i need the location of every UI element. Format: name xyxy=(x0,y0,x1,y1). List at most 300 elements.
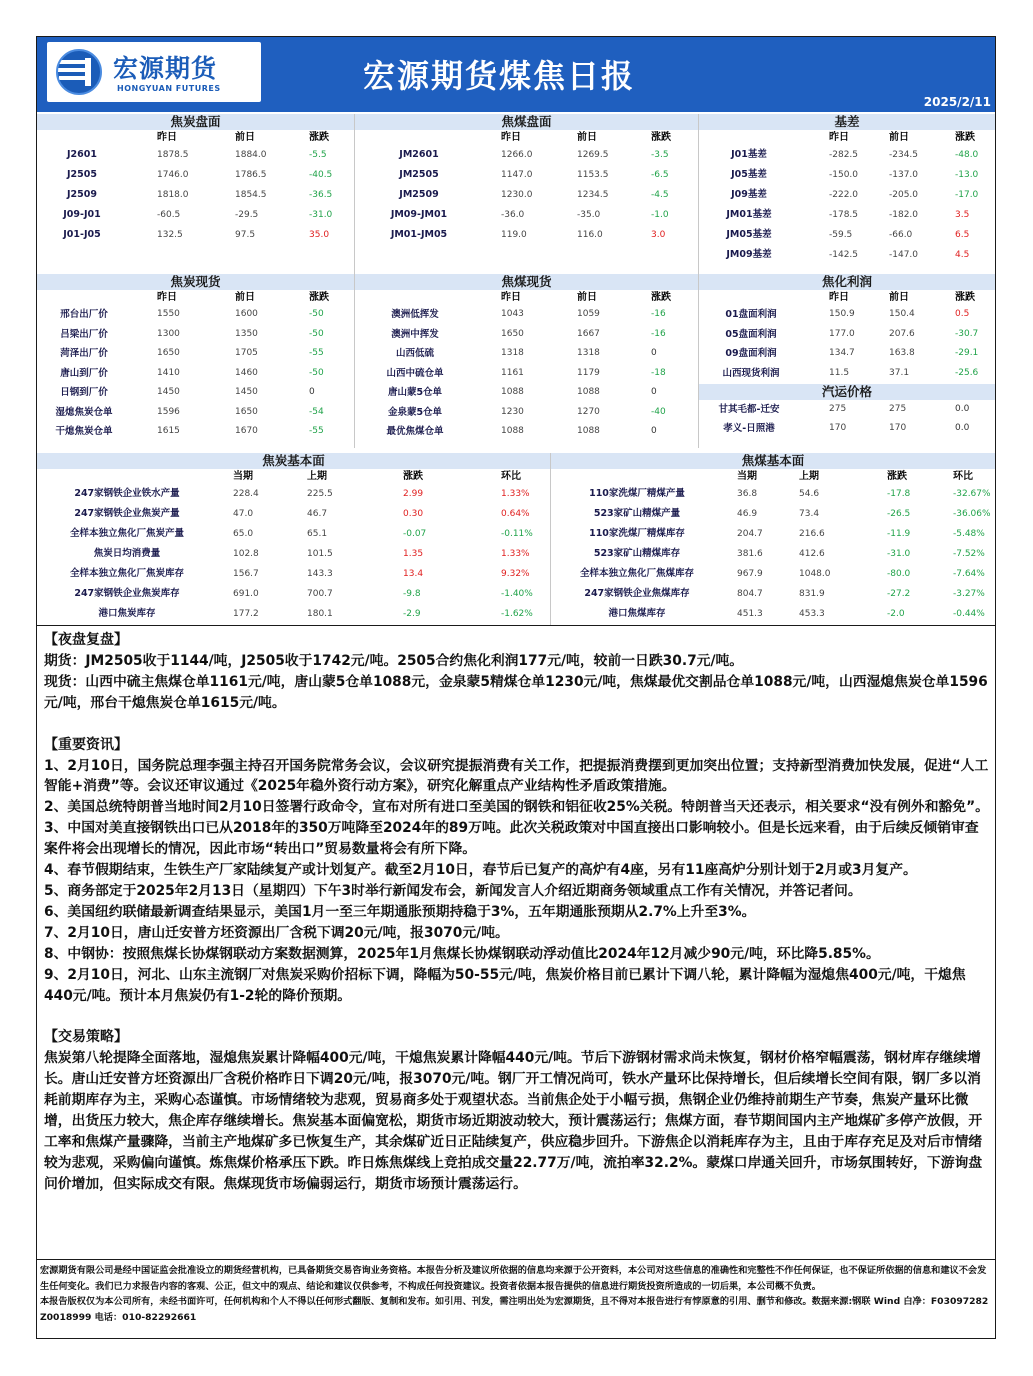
column-header: 环比 xyxy=(501,471,521,482)
column-header-row xyxy=(37,469,550,484)
cell-value: 1667 xyxy=(577,328,600,339)
table-row xyxy=(37,544,550,564)
column-divider xyxy=(550,453,551,625)
row-label: 全样本独立焦化厂焦炭产量 xyxy=(69,528,184,539)
table-row xyxy=(37,364,354,384)
header-banner xyxy=(37,37,995,112)
row-label: 日钢到厂价 xyxy=(60,387,108,398)
column-header: 涨跌 xyxy=(955,132,975,143)
row-label: 港口焦炭库存 xyxy=(98,608,156,619)
cell-value: 1059 xyxy=(577,309,600,319)
cell-value: 228.4 xyxy=(233,489,259,499)
column-header: 昨日 xyxy=(829,292,849,303)
cell-value: 143.3 xyxy=(307,569,333,579)
cell-value: 207.6 xyxy=(889,328,915,339)
cell-value: -40.5 xyxy=(309,170,333,180)
table-row xyxy=(37,145,354,165)
column-header: 涨跌 xyxy=(651,132,671,143)
night-review-futures: 期货：JM2505收于1144/吨，J2505收于1742元/吨。2505合约焦化利润177元/吨，较前一日跌30.7元/吨。 xyxy=(44,652,744,669)
panel-title: 焦化利润 xyxy=(699,274,995,290)
row-label: 247家钢铁企业焦炭产量 xyxy=(74,508,180,519)
news-item: 8、中钢协：按照焦煤长协煤钢联动方案数据测算，2025年1月焦煤长协煤钢联动浮动值比2024年12月减少90元/吨，环比降5.85%。 xyxy=(44,945,880,962)
column-header: 昨日 xyxy=(501,132,521,143)
cell-value: 1269.5 xyxy=(577,150,609,160)
column-header: 昨日 xyxy=(157,292,177,303)
cell-value: -0.44% xyxy=(953,609,985,619)
cell-value: 1705 xyxy=(235,348,258,358)
cell-value: -205.0 xyxy=(889,190,919,200)
row-label: 247家钢铁企业焦煤库存 xyxy=(584,588,690,599)
column-header: 昨日 xyxy=(157,132,177,143)
cell-value: 1450 xyxy=(157,387,180,397)
column-header: 涨跌 xyxy=(887,471,907,482)
cell-value: 0 xyxy=(651,426,657,436)
cell-value: 1884.0 xyxy=(235,150,267,160)
row-label: 523家矿山精煤产量 xyxy=(593,508,681,519)
column-header: 前日 xyxy=(889,292,909,303)
cell-value: 180.1 xyxy=(307,609,333,619)
cell-value: 35.0 xyxy=(309,230,330,240)
cell-value: 132.5 xyxy=(157,230,183,240)
cell-value: -17.8 xyxy=(887,489,911,499)
news-item: 1、2月10日，国务院总理李强主持召开国务院常务会议，会议研究提振消费有关工作，把提振消费摆到更加突出位置；支持新型消费加快发展，促进“人工智能+消费”等。会议还审议通过《2025年稳外资行动方案》，研究化解重点产业结构性矛盾政策措施。 xyxy=(44,757,989,795)
table-bottom-border xyxy=(37,625,995,626)
cell-value: 101.5 xyxy=(307,549,333,559)
column-header: 涨跌 xyxy=(309,132,329,143)
table-row xyxy=(551,504,995,524)
column-header: 昨日 xyxy=(501,292,521,303)
table-row xyxy=(699,145,995,165)
cell-value: -29.1 xyxy=(955,348,979,358)
table-row xyxy=(699,344,995,364)
cell-value: 0.0 xyxy=(955,423,970,433)
night-review-spot: 现货：山西中硫主焦煤仓单1161元/吨，唐山蒙5仓单1088元，金泉蒙5精煤仓单1230元/吨，焦煤最优交割品仓单1088元/吨，山西湿熄焦炭仓单1596元/吨，邢台干熄焦炭仓单1615元/吨。 xyxy=(44,673,988,711)
report-date: 2025/2/11 xyxy=(923,95,991,109)
table-row xyxy=(355,383,698,403)
table-row xyxy=(355,205,698,225)
cell-value: 1230.0 xyxy=(501,190,533,200)
cell-value: 47.0 xyxy=(233,509,254,519)
column-header-row xyxy=(699,130,995,145)
cell-value: 0.30 xyxy=(403,509,424,519)
cell-value: 3.0 xyxy=(651,230,666,240)
cell-value: -50 xyxy=(309,367,324,378)
column-header: 环比 xyxy=(953,471,973,482)
row-label: 甘其毛都-迁安 xyxy=(718,404,780,415)
cell-value: -3.5 xyxy=(651,150,669,160)
cell-value: 119.0 xyxy=(501,230,527,240)
cell-value: -1.40% xyxy=(501,589,533,599)
panel-title: 焦炭盘面 xyxy=(37,114,354,130)
commentary xyxy=(44,630,992,1195)
cell-value: 1650 xyxy=(235,406,258,417)
table-row xyxy=(355,325,698,345)
coking-coal-fundamentals-panel xyxy=(551,453,995,625)
cell-value: 0 xyxy=(309,387,315,397)
column-header: 涨跌 xyxy=(651,292,671,303)
table-row xyxy=(37,344,354,364)
cell-value: 1746.0 xyxy=(157,170,189,180)
cell-value: 691.0 xyxy=(233,589,259,599)
cell-value: 3.5 xyxy=(955,210,970,220)
cell-value: 275 xyxy=(889,404,907,414)
cell-value: 36.8 xyxy=(737,489,758,499)
cell-value: 46.7 xyxy=(307,509,328,519)
cell-value: -147.0 xyxy=(889,250,919,260)
cell-value: 1350 xyxy=(235,328,258,339)
row-label: 澳洲低挥发 xyxy=(391,309,439,320)
table-row xyxy=(37,325,354,345)
news-item: 2、美国总统特朗普当地时间2月10日签署行政命令，宣布对所有进口至美国的钢铁和铝征收25%关税。特朗普当天还表示，相关要求“没有例外和豁免”。 xyxy=(44,799,989,816)
cell-value: -35.0 xyxy=(577,210,601,220)
cell-value: -18 xyxy=(651,367,666,378)
cell-value: 1650 xyxy=(501,328,524,339)
row-label: 247家钢铁企业铁水产量 xyxy=(74,488,180,499)
cell-value: 381.6 xyxy=(737,549,763,559)
column-header: 上期 xyxy=(307,471,327,482)
cell-value: -16 xyxy=(651,328,666,339)
cell-value: -282.5 xyxy=(829,150,859,160)
cell-value: -4.5 xyxy=(651,190,669,200)
column-header: 当期 xyxy=(737,471,757,482)
night-review-title: 【夜盘复盘】 xyxy=(44,632,128,648)
logo-mark-icon xyxy=(55,48,103,96)
row-label: J2505 xyxy=(67,169,97,180)
news-item: 6、美国纽约联储最新调查结果显示，美国1月一至三年期通胀预期持稳于3%，五年期通胀预期从2.7%上升至3%。 xyxy=(44,903,756,920)
row-label: JM01基差 xyxy=(726,209,772,220)
cell-value: 1878.5 xyxy=(157,150,189,160)
cell-value: -59.5 xyxy=(829,230,853,240)
column-header: 涨跌 xyxy=(403,471,423,482)
news-title: 【重要资讯】 xyxy=(44,736,128,753)
cell-value: 1088 xyxy=(501,387,524,397)
cell-value: 116.0 xyxy=(577,230,603,240)
cell-value: 1043 xyxy=(501,309,524,319)
table-row xyxy=(355,364,698,384)
row-label: J01基差 xyxy=(731,149,767,160)
cell-value: 1179 xyxy=(577,367,600,378)
cell-value: -31.0 xyxy=(309,210,333,220)
cell-value: -31.0 xyxy=(887,549,911,559)
row-label: J09基差 xyxy=(731,189,767,200)
table-row xyxy=(37,225,354,245)
row-label: 01盘面利润 xyxy=(725,309,777,320)
table-row xyxy=(699,305,995,325)
cell-value: 156.7 xyxy=(233,569,259,579)
row-label: J05基差 xyxy=(731,169,767,180)
row-label: 吕梁出厂价 xyxy=(60,328,108,340)
cell-value: 11.5 xyxy=(829,367,850,378)
cell-value: -36.06% xyxy=(953,509,991,519)
row-label: JM09基差 xyxy=(726,249,772,260)
row-label: 唐山蒙5仓单 xyxy=(387,387,443,398)
cell-value: 102.8 xyxy=(233,549,259,559)
coking-coal-futures-panel xyxy=(355,114,698,266)
cell-value: 1270 xyxy=(577,406,600,417)
cell-value: -234.5 xyxy=(889,150,919,160)
table-row xyxy=(37,305,354,325)
table-row xyxy=(37,422,354,442)
table-row xyxy=(355,165,698,185)
cell-value: -48.0 xyxy=(955,150,979,160)
cell-value: 54.6 xyxy=(799,489,820,499)
table-row xyxy=(699,325,995,345)
cell-value: 204.7 xyxy=(737,529,763,539)
table-row xyxy=(37,564,550,584)
table-row xyxy=(37,504,550,524)
row-label: 05盘面利润 xyxy=(725,328,777,340)
column-header: 涨跌 xyxy=(955,292,975,303)
row-label: 最优焦煤仓单 xyxy=(386,426,444,437)
cell-value: 1088 xyxy=(577,426,600,436)
column-header-row xyxy=(551,469,995,484)
cell-value: 150.9 xyxy=(829,309,855,319)
cell-value: 1854.5 xyxy=(235,190,267,200)
cell-value: -2.9 xyxy=(403,609,421,619)
column-header: 前日 xyxy=(889,132,909,143)
row-label: 金泉蒙5仓单 xyxy=(387,406,443,418)
table-row xyxy=(355,344,698,364)
cell-value: -7.64% xyxy=(953,569,985,579)
cell-value: -54 xyxy=(309,406,324,417)
cell-value: 13.4 xyxy=(403,569,424,579)
cell-value: -16 xyxy=(651,309,666,319)
row-label: 山西中硫仓单 xyxy=(386,367,444,379)
cell-value: -3.27% xyxy=(953,589,985,599)
cell-value: 150.4 xyxy=(889,309,915,319)
table-row xyxy=(37,484,550,504)
table-row xyxy=(37,604,550,624)
row-label: 110家洗煤厂精煤产量 xyxy=(589,488,685,499)
cell-value: 1818.0 xyxy=(157,190,189,200)
disclaimer-text: 宏源期货有限公司是经中国证监会批准设立的期货经营机构，已具备期货交易咨询业务资格。本报告分析及建议所依据的信息均来源于公开资料，本公司对这些信息的准确性和完整性不作任何保证，也不保证所依据的信息和建议不会发生任何变化。我们已力求报告内容的客观、公正，但文中的观点、结论和建议仅供参考，不构成任何投资建议。投资者依据本报告提供的信息进行期货投资所造成的一切后果，本公司概不负责。 xyxy=(40,1265,987,1292)
cell-value: 170 xyxy=(829,423,847,433)
cell-value: 1147.0 xyxy=(501,170,533,180)
coke-spot-panel xyxy=(37,274,354,448)
coke-fundamentals-panel xyxy=(37,453,550,625)
cell-value: -80.0 xyxy=(887,569,911,579)
report-title: 宏源期货煤焦日报 xyxy=(363,57,636,95)
column-header: 上期 xyxy=(799,471,819,482)
cell-value: 1.33% xyxy=(501,489,530,499)
cell-value: -182.0 xyxy=(889,210,919,220)
cell-value: -0.07 xyxy=(403,529,427,539)
table-row xyxy=(699,225,995,245)
row-label: 焦炭日均消费量 xyxy=(93,548,161,559)
row-label: J01-J05 xyxy=(63,229,101,240)
row-label: 邢台出厂价 xyxy=(60,309,108,320)
cell-value: 9.32% xyxy=(501,569,530,579)
report-frame xyxy=(36,36,996,1339)
row-label: 湿熄焦炭仓单 xyxy=(55,406,113,418)
column-divider xyxy=(698,114,699,448)
row-label: JM2509 xyxy=(399,189,439,200)
cell-value: -55 xyxy=(309,426,324,436)
cell-value: -1.0 xyxy=(651,210,669,220)
cell-value: 1048.0 xyxy=(799,569,831,579)
news-item: 7、2月10日，唐山迁安普方坯资源出厂含税下调20元/吨，报3070元/吨。 xyxy=(44,924,509,941)
cell-value: -17.0 xyxy=(955,190,979,200)
cell-value: -36.5 xyxy=(309,190,333,200)
cell-value: 1318 xyxy=(577,348,600,358)
cell-value: -5.48% xyxy=(953,529,985,539)
row-label: 全样本独立焦化厂焦炭库存 xyxy=(69,568,184,579)
table-row xyxy=(699,419,995,438)
cell-value: -40 xyxy=(651,406,666,417)
cell-value: -137.0 xyxy=(889,170,919,180)
row-label: JM01-JM05 xyxy=(390,229,448,240)
table-row xyxy=(355,403,698,423)
cell-value: -178.5 xyxy=(829,210,859,220)
table-row xyxy=(37,185,354,205)
cell-value: -60.5 xyxy=(157,210,181,220)
cell-value: -32.67% xyxy=(953,489,991,499)
table-row xyxy=(551,544,995,564)
cell-value: 831.9 xyxy=(799,589,825,599)
cell-value: 1153.5 xyxy=(577,170,609,180)
table-row xyxy=(355,145,698,165)
cell-value: 177.0 xyxy=(829,328,855,339)
cell-value: -50 xyxy=(309,328,324,339)
cell-value: -25.6 xyxy=(955,367,979,378)
row-label: 247家钢铁企业焦炭库存 xyxy=(74,588,180,599)
cell-value: -7.52% xyxy=(953,549,985,559)
column-header: 前日 xyxy=(235,292,255,303)
cell-value: 0 xyxy=(651,348,657,358)
row-label: 523家矿山精煤库存 xyxy=(593,548,681,559)
news-item: 9、2月10日，河北、山东主流钢厂对焦炭采购价招标下调，降幅为50-55元/吨，焦炭价格目前已累计下调八轮，累计降幅为湿熄焦400元/吨，干熄焦440元/吨。预计本月焦炭仍有1-2轮的降价预期。 xyxy=(44,966,966,1004)
row-label: 干熄焦炭仓单 xyxy=(55,426,113,437)
coking-coal-spot-panel xyxy=(355,274,698,448)
table-row xyxy=(37,165,354,185)
news-item: 5、商务部定于2025年2月13日（星期四）下午3时举行新闻发布会，新闻发言人介绍近期商务领域重点工作有关情况，并答记者问。 xyxy=(44,882,862,899)
cell-value: 1786.5 xyxy=(235,170,267,180)
cell-value: 65.0 xyxy=(233,529,254,539)
cell-value: 2.99 xyxy=(403,489,424,499)
cell-value: 804.7 xyxy=(737,589,763,599)
cell-value: 225.5 xyxy=(307,489,333,499)
cell-value: 1161 xyxy=(501,367,524,378)
row-label: JM2601 xyxy=(399,149,439,160)
cell-value: 1300 xyxy=(157,328,180,339)
cell-value: -5.5 xyxy=(309,150,327,160)
cell-value: -9.8 xyxy=(403,589,421,599)
cell-value: 1088 xyxy=(577,387,600,397)
cell-value: 967.9 xyxy=(737,569,763,579)
cell-value: 134.7 xyxy=(829,348,855,358)
table-row xyxy=(551,604,995,624)
cell-value: 163.8 xyxy=(889,348,915,358)
cell-value: 6.5 xyxy=(955,230,970,240)
news-item: 4、春节假期结束，生铁生产厂家陆续复产或计划复产。截至2月10日，春节后已复产的高炉有4座，另有11座高炉分别计划于2月或3月复产。 xyxy=(44,862,917,879)
panel-title: 焦煤盘面 xyxy=(355,114,698,130)
cell-value: 1670 xyxy=(235,426,258,436)
row-label: 澳洲中挥发 xyxy=(391,328,439,340)
coking-profit-panel xyxy=(699,274,995,448)
cell-value: 216.6 xyxy=(799,529,825,539)
table-row xyxy=(699,205,995,225)
panel-title: 焦炭现货 xyxy=(37,274,354,290)
cell-value: 1234.5 xyxy=(577,190,609,200)
cell-value: 1.35 xyxy=(403,549,424,559)
column-header-row xyxy=(699,290,995,305)
cell-value: 177.2 xyxy=(233,609,259,619)
cell-value: -142.5 xyxy=(829,250,859,260)
copyright-text: 本报告版权仅为本公司所有，未经书面许可，任何机构和个人不得以任何形式翻版、复制和发布。如引用、刊发，需注明出处为宏源期货，且不得对本报告进行有悖原意的引用、删节和修改。数据来源:钢联 Wind 白净：F03097282 Z0018999 电话：010-82292661 xyxy=(40,1296,989,1323)
panel-title: 基差 xyxy=(699,114,995,130)
panel-title: 焦炭基本面 xyxy=(37,453,550,469)
cell-value: 700.7 xyxy=(307,589,333,599)
cell-value: 97.5 xyxy=(235,230,256,240)
cell-value: 1230 xyxy=(501,406,524,417)
cell-value: 451.3 xyxy=(737,609,763,619)
cell-value: 37.1 xyxy=(889,367,910,378)
cell-value: -36.0 xyxy=(501,210,525,220)
table-row xyxy=(37,383,354,403)
cell-value: -13.0 xyxy=(955,170,979,180)
row-label: 孝义-日照港 xyxy=(723,423,775,434)
cell-value: -222.0 xyxy=(829,190,859,200)
table-row xyxy=(551,484,995,504)
column-header-row xyxy=(355,130,698,145)
cell-value: -26.5 xyxy=(887,509,911,519)
column-header: 前日 xyxy=(235,132,255,143)
row-label: 菏泽出厂价 xyxy=(60,348,108,359)
cell-value: 170 xyxy=(889,423,907,433)
table-row xyxy=(37,524,550,544)
strategy-text: 焦炭第八轮提降全面落地，湿熄焦炭累计降幅400元/吨，干熄焦炭累计降幅440元/吨。节后下游钢材需求尚未恢复，钢材价格窄幅震荡，钢材库存继续增长。唐山迁安普方坯资源出厂含税价格昨日下调20元/吨，报3070元/吨。钢厂开工情况尚可，铁水产量环比保持增长，但后续增长空间有限，钢厂多以消耗前期库存为主，采购心态谨慎。市场情绪较为悲观，贸易商多处于观望状态。当前焦企处于小幅亏损，焦钢企业仍维持前期生产节奏，焦炭产量环比微增，出货压力较大，焦企库存继续增长。焦炭基本面偏宽松，期货市场近期波动较大，预计震荡运行；焦煤方面，春节期间国内主产地煤矿多停产放假，开工率和焦煤产量骤降，当前主产地煤矿多已恢复生产，其余煤矿近日正陆续复产，供应稳步回升。下游焦企以消耗库存为主，且由于库存充足及对后市情绪较为悲观，采购偏向谨慎。炼焦煤价格承压下跌。昨日炼焦煤线上竞拍成交量22.77万/吨，流拍率32.2%。蒙煤口岸通关回升，市场氛围转好，下游询盘问价增加，但实际成交有限。焦煤现货市场偏弱运行，期货市场预计震荡运行。 xyxy=(44,1050,983,1192)
table-row xyxy=(551,584,995,604)
table-row xyxy=(355,185,698,205)
cell-value: 1088 xyxy=(501,426,524,436)
cell-value: 1460 xyxy=(235,367,258,378)
table-row xyxy=(37,403,354,423)
column-header: 前日 xyxy=(577,292,597,303)
cell-value: -66.0 xyxy=(889,230,913,240)
cell-value: -27.2 xyxy=(887,589,911,599)
cell-value: 0 xyxy=(651,387,657,397)
cell-value: -0.11% xyxy=(501,529,533,539)
news-item: 3、中国对美直接钢铁出口已从2018年的350万吨降至2024年的89万吨。此次关税政策对中国直接出口影响较小。但是长远来看，由于后续反倾销审查案件将会出现增长的情况，因此市场“转出口”贸易数量将会有所下降。 xyxy=(44,820,979,858)
cell-value: 1600 xyxy=(235,309,258,319)
cell-value: -2.0 xyxy=(887,609,905,619)
cell-value: 0.5 xyxy=(955,309,970,319)
panel-title: 焦煤基本面 xyxy=(551,453,995,469)
cell-value: 453.3 xyxy=(799,609,825,619)
strategy-title: 【交易策略】 xyxy=(44,1029,128,1046)
cell-value: -1.62% xyxy=(501,609,533,619)
row-label: J2601 xyxy=(67,149,97,160)
row-label: 港口焦煤库存 xyxy=(608,608,666,619)
table-row xyxy=(355,422,698,442)
cell-value: 1615 xyxy=(157,426,180,436)
logo-english-name: HONGYUAN FUTURES xyxy=(117,84,221,93)
table-row xyxy=(355,225,698,245)
table-row xyxy=(37,205,354,225)
row-label: 唐山到厂价 xyxy=(60,367,108,379)
cell-value: 4.5 xyxy=(955,250,970,260)
table-row xyxy=(699,364,995,384)
column-header: 前日 xyxy=(577,132,597,143)
column-header-row xyxy=(37,130,354,145)
cell-value: 1650 xyxy=(157,348,180,358)
table-row xyxy=(699,185,995,205)
table-row xyxy=(551,524,995,544)
coke-futures-panel xyxy=(37,114,354,266)
cell-value: -50 xyxy=(309,309,324,319)
cell-value: 0.64% xyxy=(501,509,530,519)
basis-panel xyxy=(699,114,995,266)
